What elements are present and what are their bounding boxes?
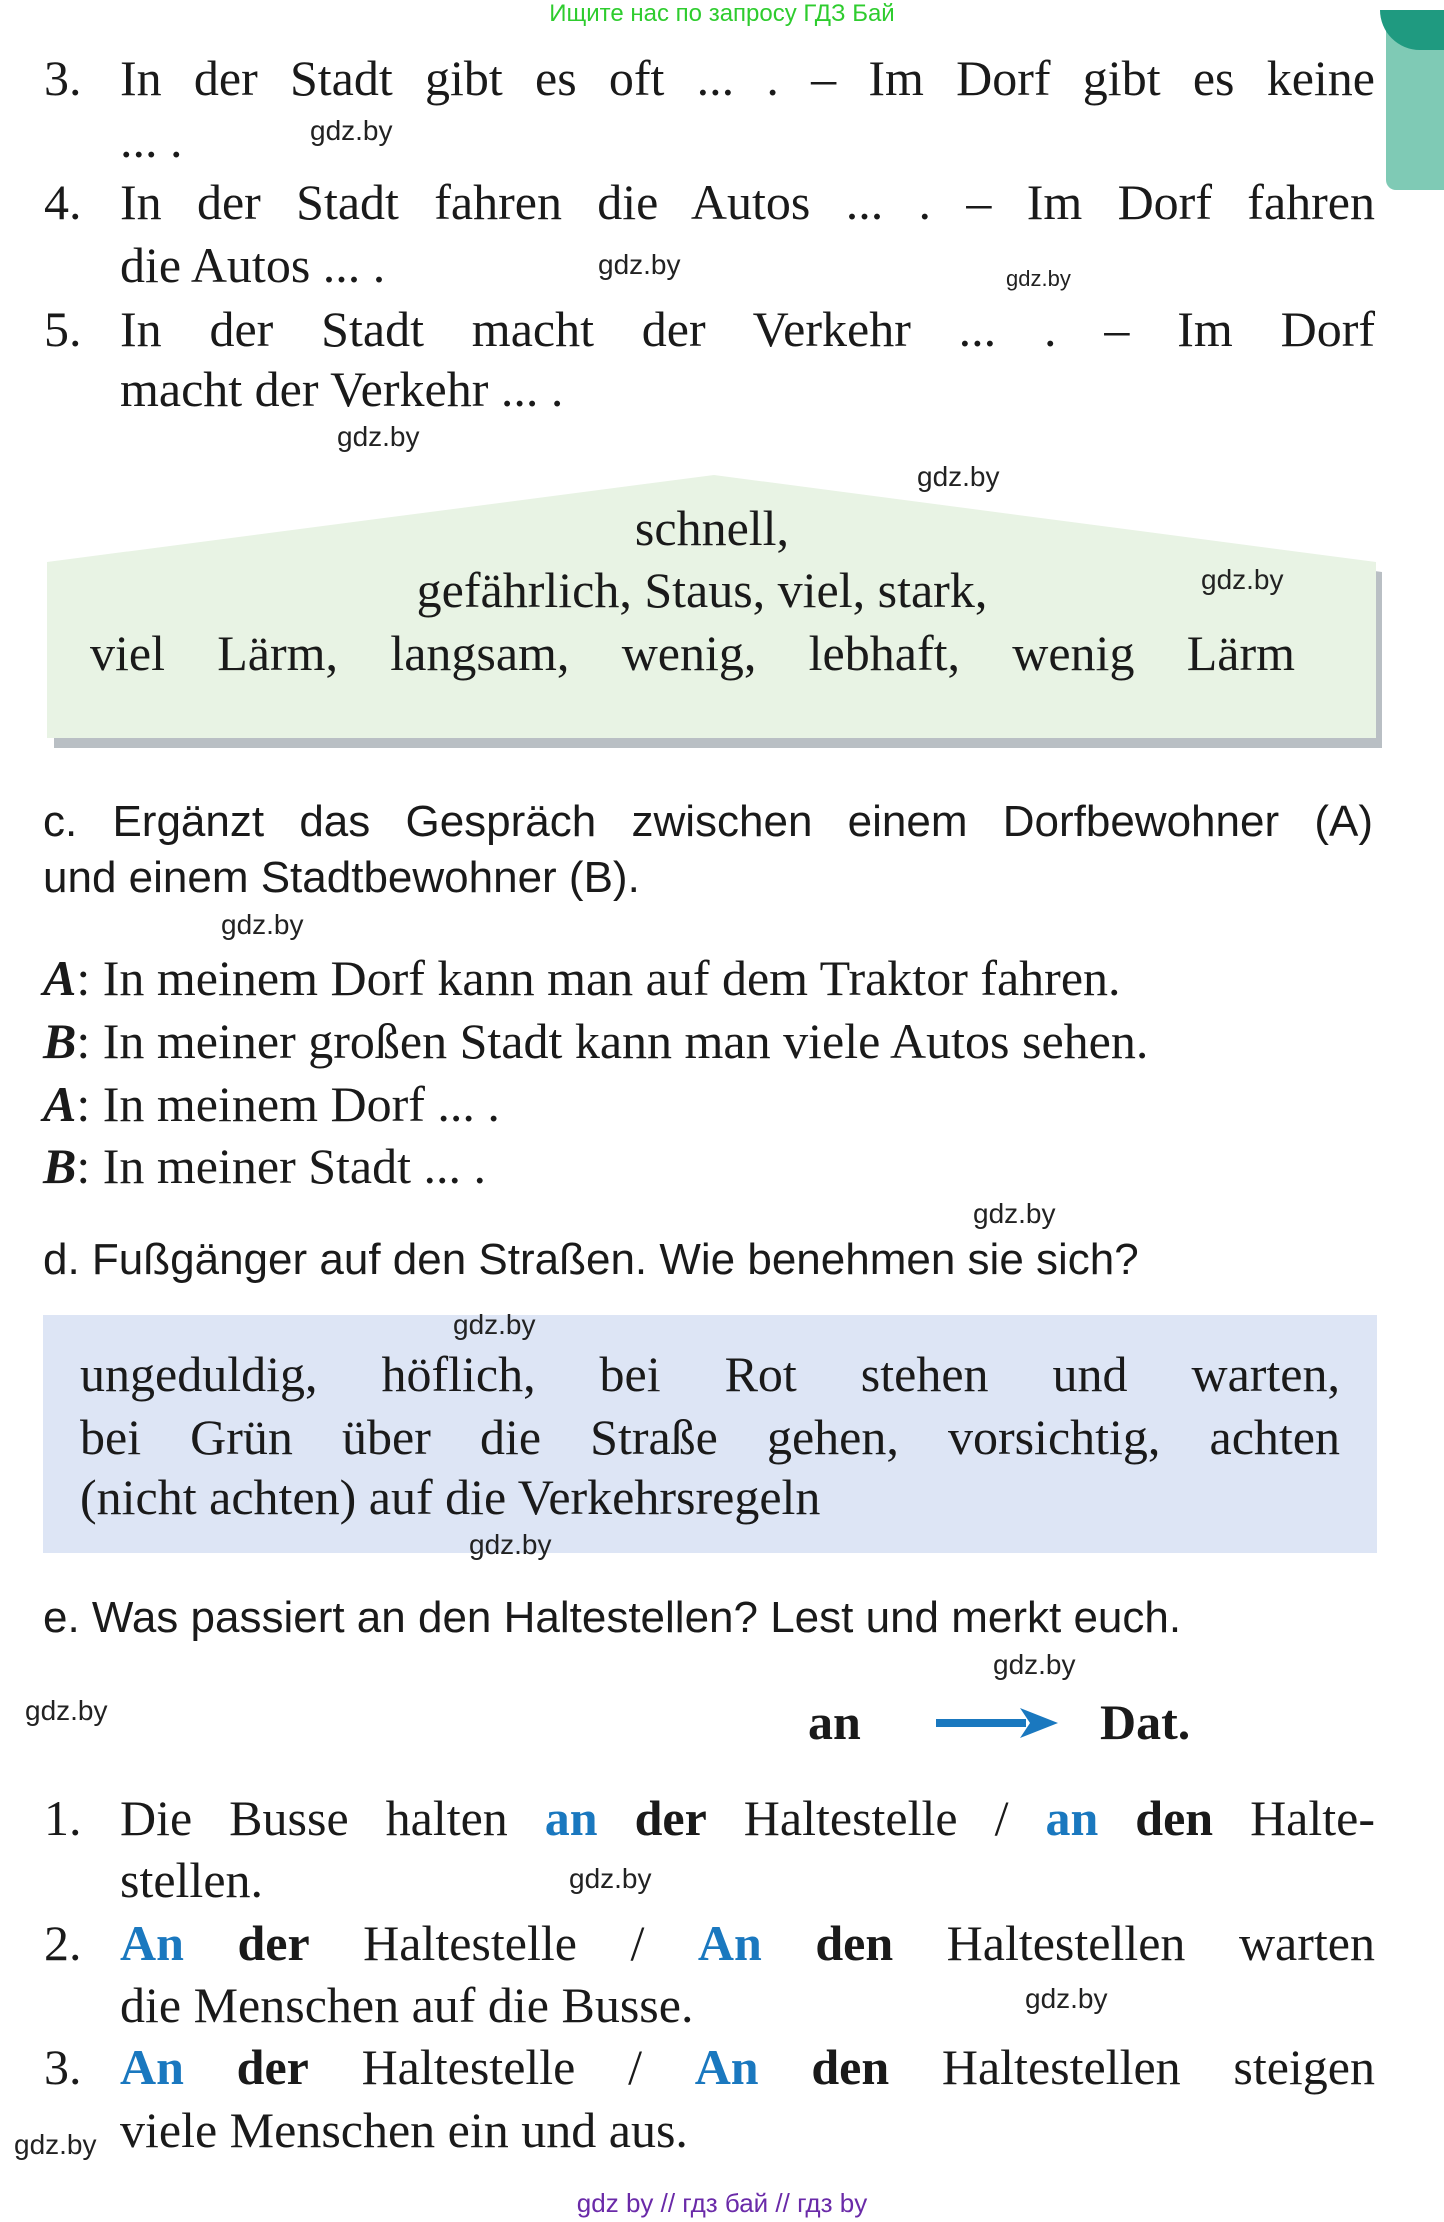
example-line: stellen. xyxy=(120,1852,264,1908)
speaker-label: B xyxy=(43,1013,77,1069)
item-number: 2. xyxy=(44,1915,82,1971)
dialogue-line xyxy=(43,1135,486,1197)
example-line xyxy=(120,2036,1375,2098)
section-c-heading: c. Ergänzt das Gespräch zwischen einem Dorfbewohner (A) xyxy=(43,797,1373,846)
text: Haltestelle / xyxy=(706,1790,1046,1846)
dialogue-line xyxy=(43,947,1121,1009)
example-line: viele Menschen ein und aus. xyxy=(120,2102,688,2158)
article: den xyxy=(758,2039,890,2095)
section-c-heading: und einem Stadtbewohner (B). xyxy=(43,853,640,902)
article: der xyxy=(597,1790,707,1846)
text: Haltestellen steigen xyxy=(889,2039,1375,2095)
speaker-label: B xyxy=(43,1138,77,1194)
watermark: gdz.by xyxy=(1006,266,1071,291)
watermark: gdz.by xyxy=(1201,564,1284,595)
text: Halte- xyxy=(1213,1790,1375,1846)
footer-links[interactable]: gdz by // гдз бай // гдз by xyxy=(576,2188,868,2218)
sentence-line: In der Stadt macht der Verkehr ... . – Im Dorf xyxy=(120,301,1375,357)
sentence-line: ... . xyxy=(120,112,183,168)
dialogue-text: : In meinem Dorf ... . xyxy=(76,1076,500,1132)
preposition-highlight: An xyxy=(120,1915,184,1971)
word-box-line: schnell, xyxy=(634,500,790,556)
watermark: gdz.by xyxy=(469,1529,552,1560)
dialogue-text: : In meiner Stadt ... . xyxy=(76,1138,487,1194)
article: den xyxy=(761,1915,894,1971)
speaker-label: A xyxy=(43,1076,77,1132)
article: der xyxy=(183,2039,309,2095)
arrow-right-icon xyxy=(936,1708,1060,1738)
watermark: gdz.by xyxy=(337,421,420,452)
sentence-line: macht der Verkehr ... . xyxy=(120,361,564,417)
item-number: 4. xyxy=(44,174,82,230)
item-number: 3. xyxy=(44,2039,82,2095)
watermark: gdz.by xyxy=(917,461,1000,492)
speaker-label: A xyxy=(43,950,77,1006)
text: Haltestellen warten xyxy=(893,1915,1375,1971)
sentence-line: In der Stadt gibt es oft ... . – Im Dorf gibt es keine xyxy=(120,50,1375,106)
rule-preposition: an xyxy=(808,1694,861,1750)
word-box-line: gefährlich, Staus, viel, stark, xyxy=(416,562,988,618)
watermark: gdz.by xyxy=(598,249,681,280)
article: der xyxy=(183,1915,310,1971)
watermark: gdz.by xyxy=(569,1863,652,1894)
text: Haltestelle / xyxy=(308,2039,695,2095)
search-banner[interactable]: Ищите нас по запросу ГДЗ Бай xyxy=(549,0,895,27)
section-d-heading: d. Fußgänger auf den Straßen. Wie benehmen sie sich? xyxy=(43,1235,1139,1284)
item-number: 1. xyxy=(44,1790,82,1846)
preposition-highlight: an xyxy=(544,1790,598,1846)
watermark: gdz.by xyxy=(310,115,393,146)
watermark: gdz.by xyxy=(14,2129,97,2160)
text: Die Busse halten xyxy=(120,1790,545,1846)
text: Haltestelle / xyxy=(309,1915,698,1971)
vocabulary-line: ungeduldig, höflich, bei Rot stehen und warten, xyxy=(80,1346,1340,1402)
sentence-line: die Autos ... . xyxy=(120,237,386,293)
preposition-highlight: an xyxy=(1045,1790,1099,1846)
watermark: gdz.by xyxy=(993,1649,1076,1680)
watermark: gdz.by xyxy=(1025,1983,1108,2014)
vocabulary-line: (nicht achten) auf die Verkehrsregeln xyxy=(80,1469,821,1525)
preposition-highlight: An xyxy=(697,1915,762,1971)
watermark: gdz.by xyxy=(25,1695,108,1726)
example-line xyxy=(120,1912,1375,1974)
example-line: die Menschen auf die Busse. xyxy=(120,1977,694,2033)
word-box-line: viel Lärm, langsam, wenig, lebhaft, wenig Lärm xyxy=(90,625,1295,681)
example-line xyxy=(120,1787,1375,1849)
watermark: gdz.by xyxy=(973,1198,1056,1229)
dialogue-text: : In meinem Dorf kann man auf dem Traktor fahren. xyxy=(76,950,1121,1006)
rule-case: Dat. xyxy=(1100,1694,1191,1750)
dialogue-line xyxy=(43,1010,1148,1072)
article: den xyxy=(1098,1790,1214,1846)
item-number: 3. xyxy=(44,50,82,106)
sentence-line: In der Stadt fahren die Autos ... . – Im Dorf fahren xyxy=(120,174,1375,230)
page-tab-marker xyxy=(1386,20,1444,190)
preposition-highlight: An xyxy=(120,2039,184,2095)
vocabulary-line: bei Grün über die Straße gehen, vorsichtig, achten xyxy=(80,1409,1340,1465)
item-number: 5. xyxy=(44,301,82,357)
watermark: gdz.by xyxy=(221,909,304,940)
preposition-highlight: An xyxy=(694,2039,759,2095)
section-e-heading: e. Was passiert an den Haltestellen? Lest und merkt euch. xyxy=(43,1593,1182,1642)
dialogue-line xyxy=(43,1073,500,1135)
watermark: gdz.by xyxy=(453,1309,536,1340)
dialogue-text: : In meiner großen Stadt kann man viele Autos sehen. xyxy=(76,1013,1149,1069)
